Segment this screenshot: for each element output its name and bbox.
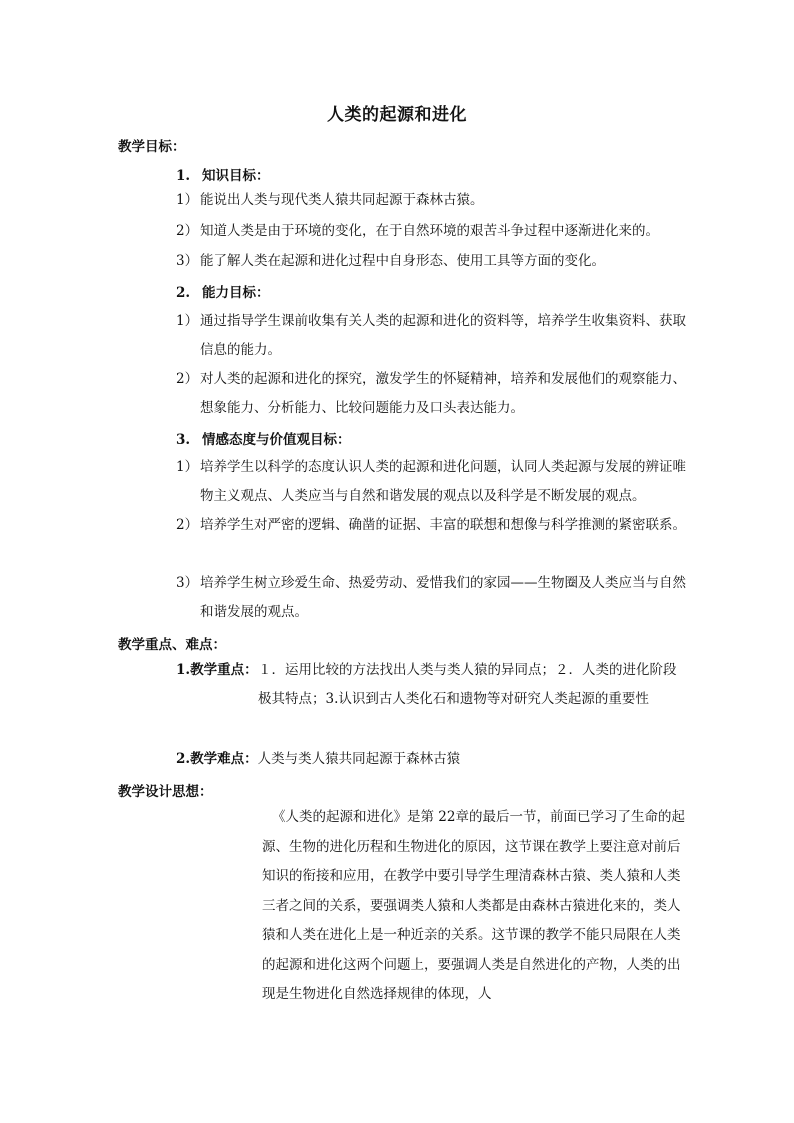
list-item xyxy=(176,365,686,423)
page-title: 人类的起源和进化 xyxy=(327,105,467,125)
item-text: 能了解人类在起源和进化过程中自身形态、使用工具等方面的变化。 xyxy=(200,253,605,269)
item-text: 知道人类是由于环境的变化，在于自然环境的艰苦斗争过程中逐渐进化来的。 xyxy=(200,223,659,239)
item-text: 通过指导学生课前收集有关人类的起源和进化的资料等，培养学生收集资料、获取信息的能力。 xyxy=(200,313,686,358)
design-paragraph: 《人类的起源和进化》是第 22章的最后一节，前面已学习了生命的起源、生物的进化历程和生物进化的原因，这节课在教学上要注意对前后知识的衔接和应用，在教学中要引导学生理清森林古猿、类人猿和人类三者之间的关系，要强调类人猿和人类都是由森林古猿进化来的，类人猿和人类在进化上是一种近亲的关系。这节课的教学不能只局限在人类的起源和进化这两个问题上，要强调人类是自然进化的产物，人类的出现是生物进化自然选择规律的体现，人 xyxy=(262,809,685,1002)
item-number: 2） xyxy=(176,517,199,533)
list-item xyxy=(176,453,686,511)
emotion-number: 3. xyxy=(176,432,191,448)
emotion-heading xyxy=(176,428,351,448)
item-number: 2） xyxy=(176,223,199,239)
item-number: 1） xyxy=(176,192,199,208)
item-number: 3） xyxy=(176,575,199,591)
ability-title: 能力目标： xyxy=(202,285,270,301)
knowledge-title: 知识目标： xyxy=(202,168,270,184)
item-number: 3） xyxy=(176,253,199,269)
ability-heading xyxy=(176,281,270,301)
knowledge-number: 1. xyxy=(176,168,191,184)
list-item xyxy=(176,511,686,540)
item-number: 2） xyxy=(176,371,199,387)
difficulty-text: 人类与类人猿共同起源于森林古猿 xyxy=(257,751,461,767)
list-item xyxy=(176,569,686,627)
item-text: 能说出人类与现代类人猿共同起源于森林古猿。 xyxy=(200,192,484,208)
item-text: 对人类的起源和进化的探究，激发学生的怀疑精神，培养和发展他们的观察能力、想象能力、分析能力、比较问题能力及口头表达能力。 xyxy=(200,371,686,416)
item-text: 培养学生以科学的态度认识人类的起源和进化问题，认同人类起源与发展的辨证唯物主义观点、人类应当与自然和谐发展的观点以及科学是不断发展的观点。 xyxy=(200,459,686,504)
key-point-text: １．运用比较的方法找出人类与类人猿的异同点；２．人类的进化阶段极其特点；3.认识到古人类化石和遗物等对研究人类起源的重要性 xyxy=(258,662,677,707)
list-item xyxy=(176,307,686,365)
knowledge-heading xyxy=(176,164,270,184)
list-item xyxy=(176,247,686,276)
list-item xyxy=(176,186,686,215)
list-item xyxy=(176,217,686,246)
difficulty-label: 2.教学难点： xyxy=(176,751,258,767)
key-point-label-text: 1.教学重点： xyxy=(176,662,258,678)
difficulty-row xyxy=(176,745,460,774)
item-text: 培养学生树立珍爱生命、热爱劳动、爱惜我们的家园——生物圈及人类应当与自然和谐发展的观点。 xyxy=(200,575,686,620)
goals-heading: 教学目标： xyxy=(118,139,186,155)
item-number: 1） xyxy=(176,459,199,475)
key-point-label xyxy=(176,656,258,685)
emotion-title: 情感态度与价值观目标： xyxy=(202,432,351,448)
item-text: 培养学生对严密的逻辑、确凿的证据、丰富的联想和想像与科学推测的紧密联系。 xyxy=(200,517,686,533)
keypoints-heading: 教学重点、难点： xyxy=(118,637,226,653)
design-heading: 教学设计思想： xyxy=(118,784,213,800)
ability-number: 2. xyxy=(176,285,191,301)
item-number: 1） xyxy=(176,313,199,329)
